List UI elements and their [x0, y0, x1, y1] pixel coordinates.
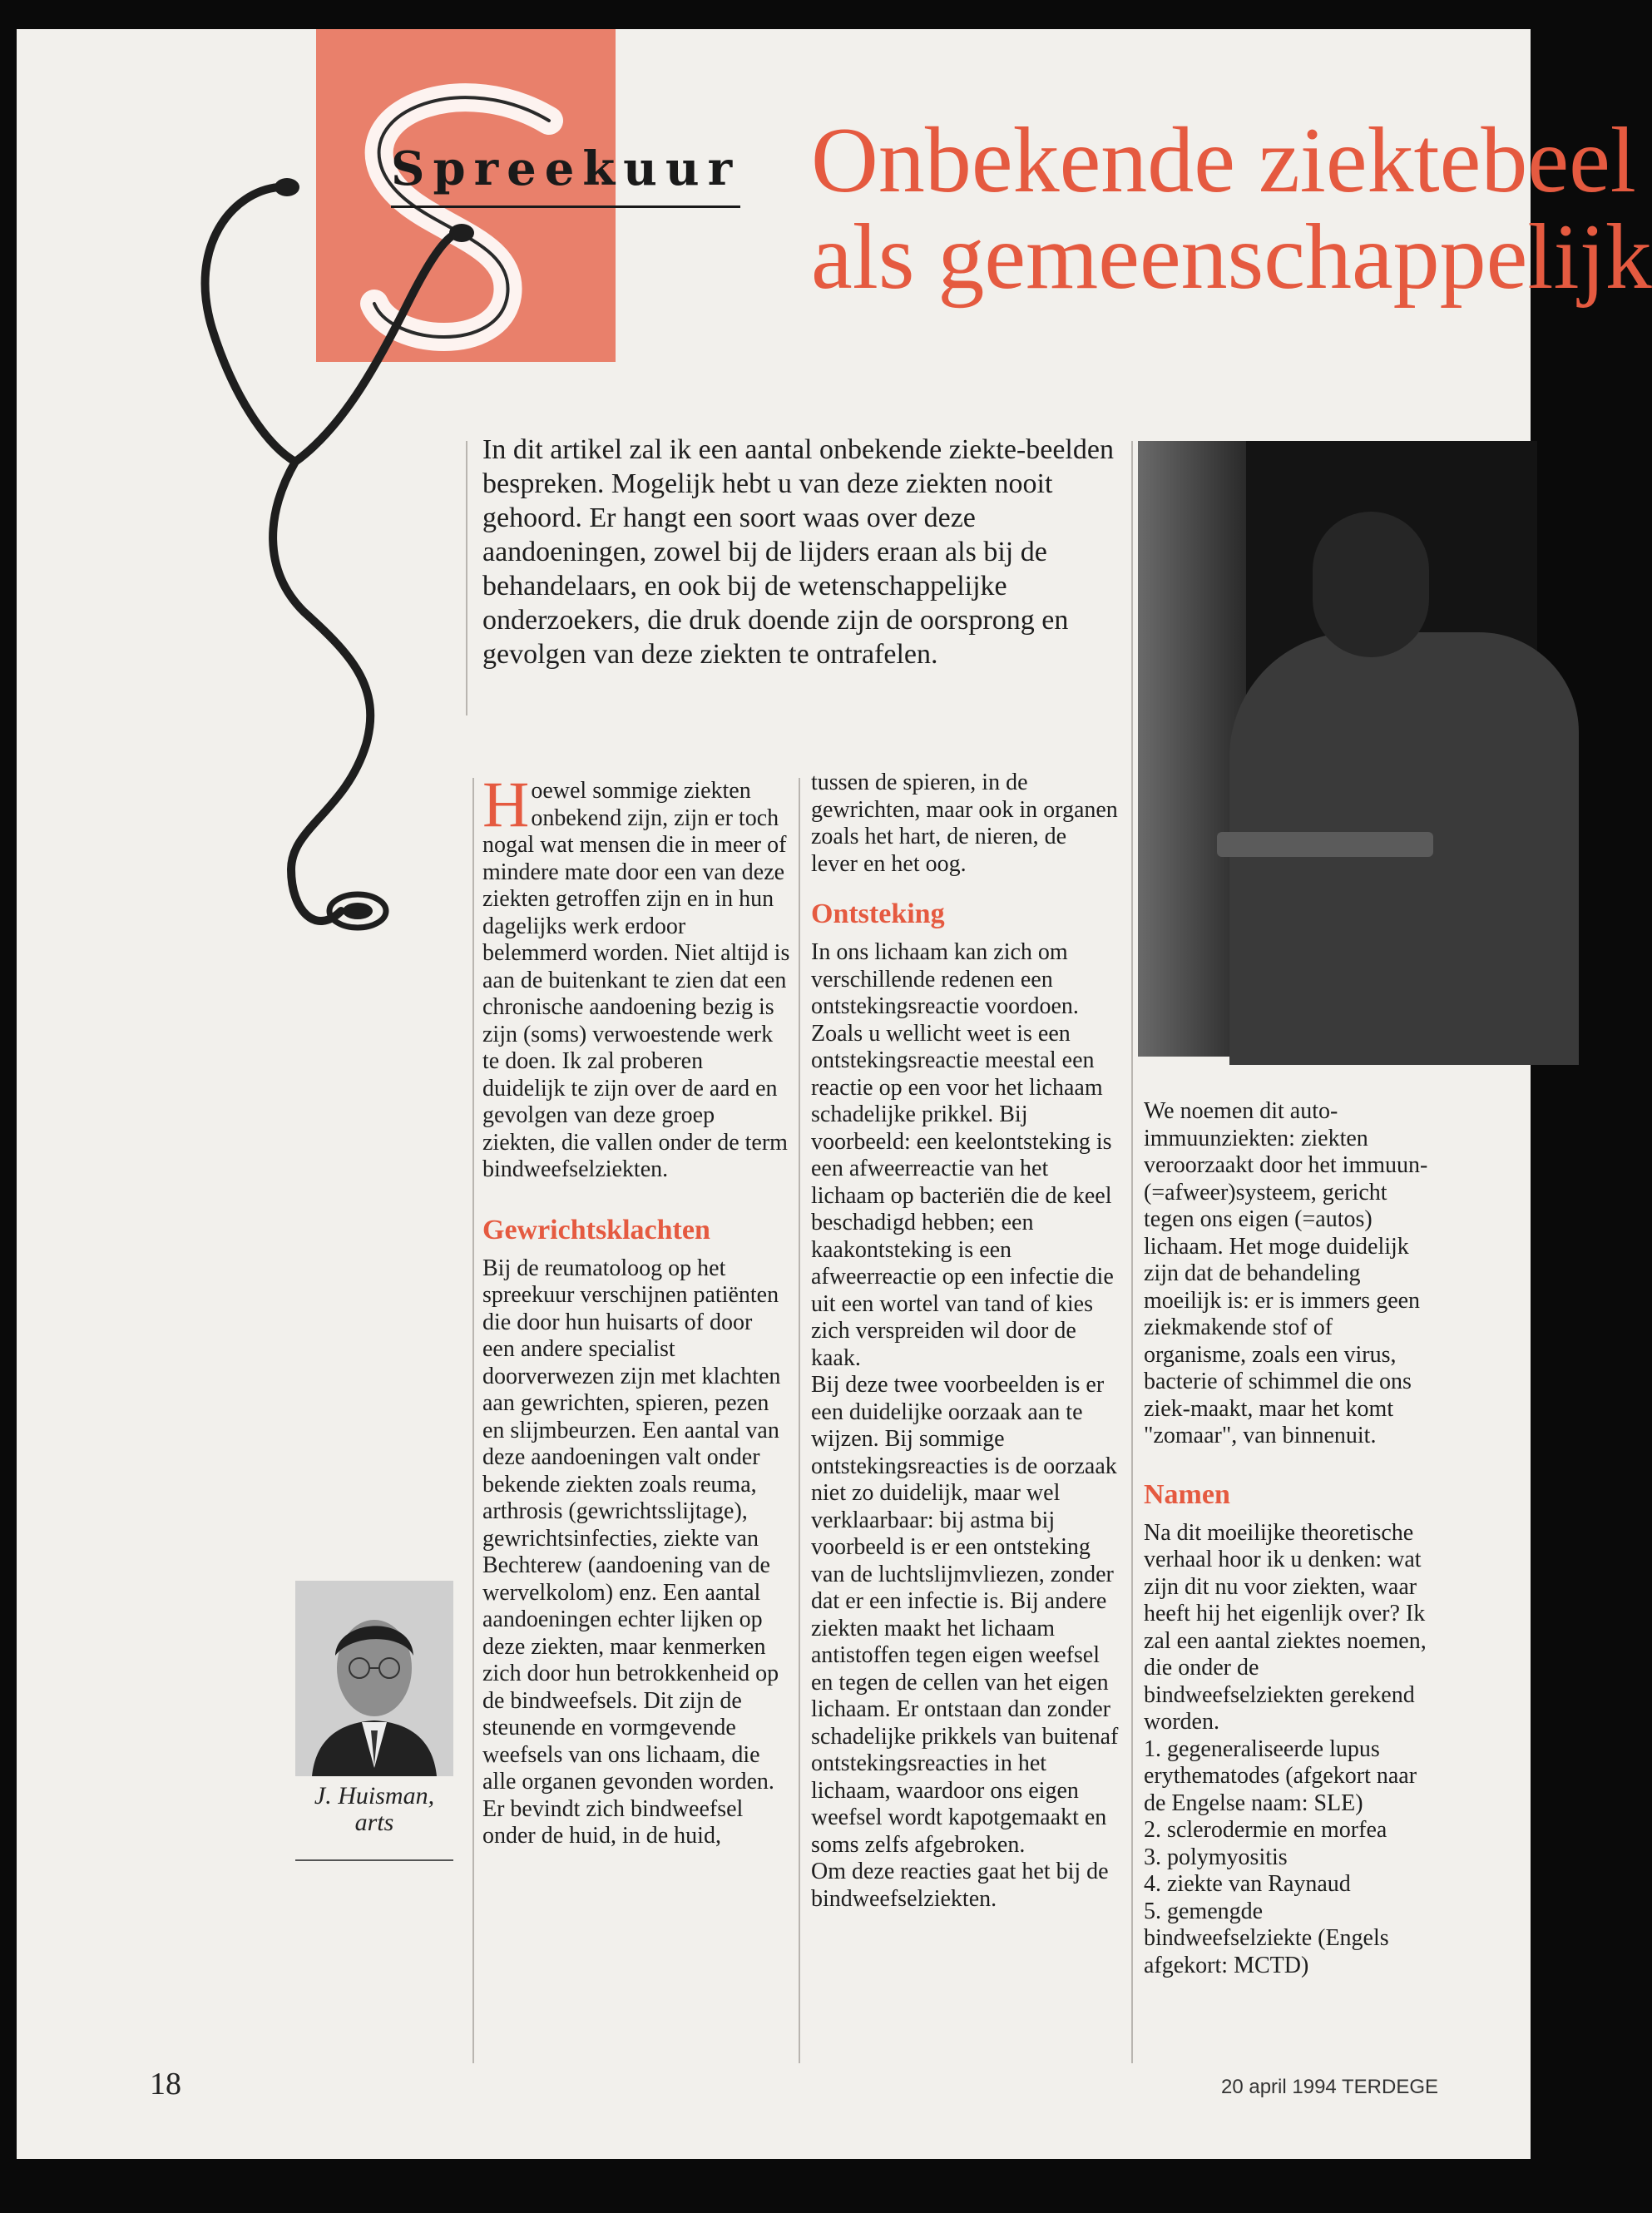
column2-paragraph-3: Bij deze twee voorbeelden is er een duidelijke oorzaak aan te wijzen. Bij sommige ontstekingsreacties is de oorzaak niet zo duidelijk, maar wel verklaarbaar: bij astma bij voorbeeld is er een ontsteking van de luchtslijmvliezen, zonder dat er een infectie is. Bij andere ziekten maakt het lichaam antistoffen tegen eigen weefsel en tegen de cellen van het eigen lichaam. Er ontstaan dan zonder schadelijke prikkels van buitenaf ontstekingsreacties in het lichaam, waardoor ons eigen weefsel wordt kapotgemaakt en soms zelfs afgebroken.	[811, 1372, 1119, 1858]
headline-line-2: als gemeenschappelijk	[811, 205, 1652, 309]
section-label: Spreekuur	[391, 141, 741, 196]
intro-rule	[466, 441, 467, 715]
author-rule	[295, 1859, 453, 1861]
column1-paragraph-1	[482, 768, 790, 1184]
logo-letter-s	[374, 97, 549, 337]
column-rule-2	[799, 778, 800, 2063]
author-portrait	[295, 1581, 453, 1776]
heading-namen: Namen	[1144, 1478, 1230, 1510]
column-rule-3	[1131, 441, 1133, 2063]
earpiece-right-icon	[449, 224, 474, 242]
article-photo	[1138, 441, 1537, 1057]
section-label-rule	[391, 205, 740, 208]
disease-list-item: 5. gemengde bindweefselziekte (Engels afgekort: MCTD)	[1144, 1898, 1389, 1978]
author-name: J. Huisman,	[314, 1782, 435, 1810]
magazine-page	[17, 29, 1652, 2159]
column3-paragraph-2: Na dit moeilijke theoretische verhaal hoor ik u denken: wat zijn dit nu voor ziekten, waar heeft hij het eigenlijk over? Ik zal een aantal ziektes noemen, die onder de bindweefselziekten gerekend worden.	[1144, 1519, 1427, 1735]
intro-paragraph: In dit artikel zal ik een aantal onbekende ziekte-beelden bespreken. Mogelijk hebt u van deze ziekten nooit gehoord. Er hangt een soort waas over deze aandoeningen, zowel bij de lijders eraan als bij de behandelaars, en ook bij de wetenschappelijke onderzoekers, die druk doende zijn de oorsprong en gevolgen van deze ziekten te ontrafelen.	[482, 434, 1114, 670]
text-column-1	[482, 768, 790, 1850]
author-title: arts	[354, 1809, 394, 1836]
column2-paragraph-2: In ons lichaam kan zich om verschillende redenen een ontstekingsreactie voordoen. Zoals u wellicht weet is een ontstekingsreactie meestal een reactie op een voor het lichaam schadelijke prikkel. Bij voorbeeld: een keelontsteking is een afweerreactie van het lichaam op bacteriën die de keel beschadigd hebben; een kaakontsteking is een afweerreactie op een infectie die uit een wortel van tand of kies zich verspreiden wil door de kaak.	[811, 939, 1114, 1371]
headline-line-1: Onbekende ziektebeel	[811, 109, 1636, 212]
column3-paragraph-1: We noemen dit auto-immuunziekten: ziekten veroorzaakt door het immuun- (=afweer)systeem, gericht tegen ons eigen (=autos) lichaam. Het moge duidelijk zijn dat de behandeling moeilijk is: er is immers geen ziekmakende stof of organisme, zoals een virus, bacterie of schimmel die ons ziek-maakt, maar het komt "zomaar", van binnenuit.	[1144, 1098, 1428, 1448]
disease-list-item: 3. polymyositis	[1144, 1844, 1288, 1870]
column2-paragraph-1: tussen de spieren, in de gewrichten, maar ook in organen zoals het hart, de nieren, de lever en het oog.	[811, 770, 1118, 877]
author-portrait-drawing	[295, 1581, 453, 1776]
disease-list-item: 1. gegeneraliseerde lupus erythematodes (afgekort naar de Engelse naam: SLE)	[1144, 1735, 1417, 1816]
author-byline	[291, 1783, 458, 1836]
column1-paragraph-1-text: oewel sommige ziekten onbekend zijn, zijn er toch nogal wat mensen die in meer of mindere mate door een van deze ziekten getroffen zijn en in hun dagelijks werk erdoor belemmerd worden. Niet altijd is aan de buitenkant te zien dat een chronische aandoening bezig is zijn (soms) verwoestende werk te doen. Ik zal proberen duidelijk te zijn over de aard en gevolgen van deze groep ziekten, die vallen onder de term bindweefselziekten.	[482, 778, 790, 1182]
issue-label: 20 april 1994 TERDEGE	[1221, 2076, 1439, 2098]
column1-paragraph-2: Bij de reumatoloog op het spreekuur verschijnen patiënten die door hun huisarts of door een andere specialist doorverwezen zijn met klachten aan gewrichten, spieren, pezen en slijmbeurzen. Een aantal van deze aandoeningen valt onder bekende ziekten zoals reuma, arthrosis (gewrichtsslijtage), gewrichtsinfecties, ziekte van Bechterew (aandoening van de wervelkolom) enz. Een aantal aandoeningen echter lijken op deze ziekten, maar kenmerken zich door hun betrokkenheid op de bindweefsels. Dit zijn de steunende en vormgevende weefsels van ons lichaam, die alle organen gevonden worden. Er bevindt zich bindweefsel onder de huid, in de huid,	[482, 1255, 781, 1849]
page-number: 18	[150, 2067, 181, 2102]
photo-figure-head	[1313, 512, 1429, 657]
article-headline	[811, 109, 1652, 309]
column-rule-1	[472, 778, 474, 2063]
column2-paragraph-4: Om deze reacties gaat het bij de bindweefselziekten.	[811, 1859, 1109, 1912]
photo-chair	[1217, 832, 1433, 857]
earpiece-left-icon	[275, 178, 299, 196]
heading-ontsteking: Ontsteking	[811, 899, 945, 929]
disease-list-item: 2. sclerodermie en morfea	[1144, 1817, 1387, 1843]
disease-list-item: 4. ziekte van Raynaud	[1144, 1871, 1351, 1897]
text-column-2	[811, 770, 1119, 1913]
heading-gewrichtsklachten: Gewrichtsklachten	[482, 1214, 710, 1245]
text-column-3	[1144, 1098, 1435, 1979]
drop-cap: H	[482, 768, 530, 840]
